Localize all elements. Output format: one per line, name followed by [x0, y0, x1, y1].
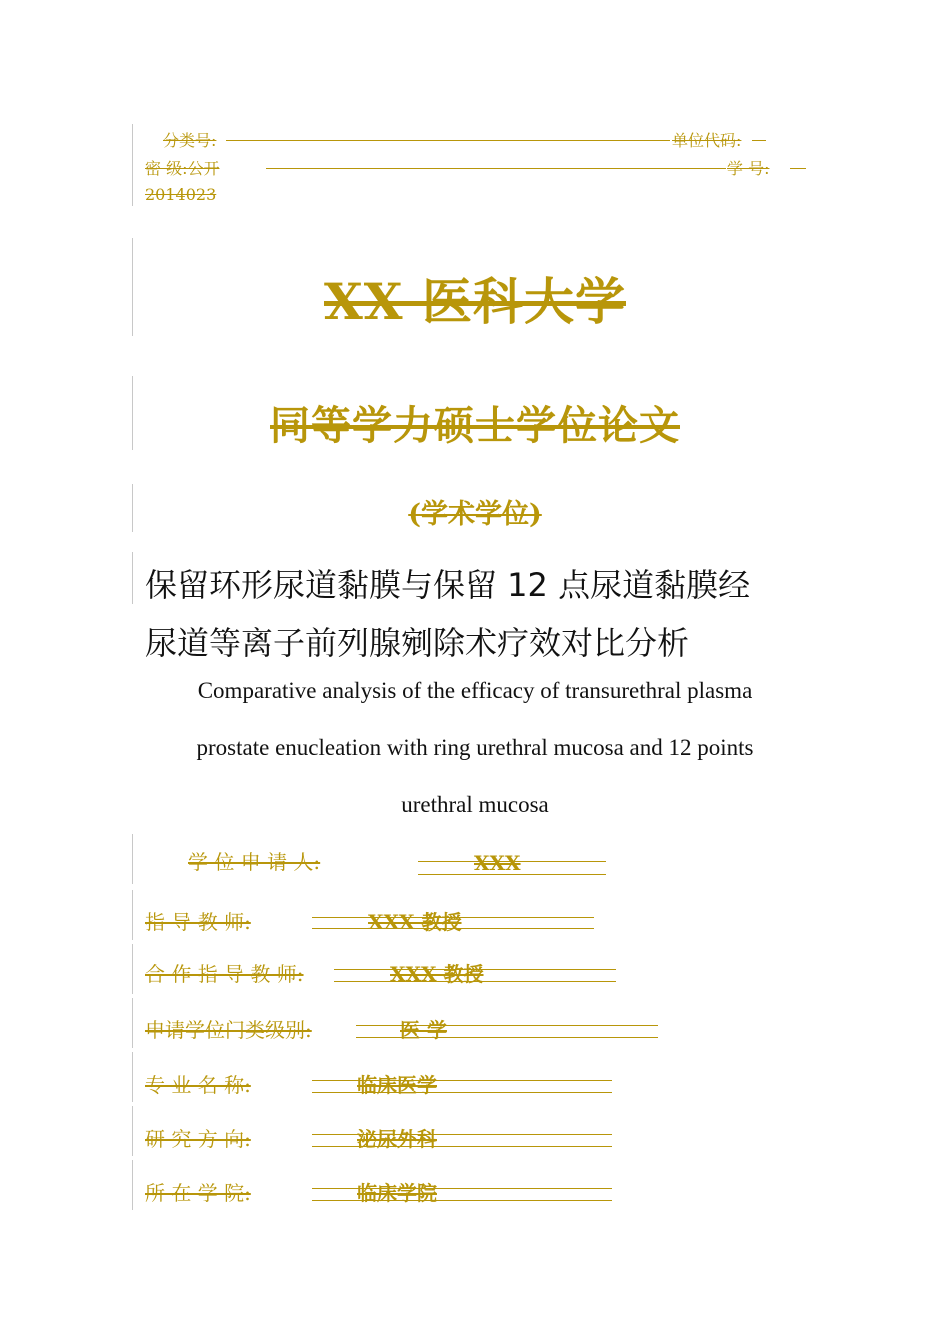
field-underline: [312, 1146, 612, 1147]
field-label-supervisor: 指 导 教 师:: [145, 910, 251, 934]
field-label-college: 所 在 学 院:: [145, 1181, 251, 1205]
english-title-line-2: prostate enucleation with ring urethral mucosa and 12 points: [196, 735, 754, 760]
secrecy-label: 密 级:公开: [145, 159, 220, 178]
field-underline: [312, 1092, 612, 1093]
classification-label: 分类号:: [163, 131, 217, 150]
margin-bar: [132, 944, 133, 994]
field-underline: [356, 1037, 658, 1038]
field-label-major: 专 业 名 称:: [145, 1073, 251, 1097]
field-label-degree-category: 申请学位门类级别:: [145, 1018, 312, 1042]
field-underline: [312, 1134, 612, 1135]
student-id-value: 2014023: [145, 185, 217, 204]
field-value-degree-category: 医 学: [400, 1018, 447, 1042]
margin-bar: [132, 1106, 133, 1156]
margin-bar: [132, 552, 133, 604]
margin-bar: [132, 834, 133, 884]
field-underline: [418, 874, 606, 875]
field-value-co-supervisor: XXX 教授: [390, 962, 484, 986]
field-label-co-supervisor: 合 作 指 导 教 师:: [145, 962, 304, 986]
chinese-title-line-2: 尿道等离子前列腺剜除术疗效对比分析: [145, 624, 690, 662]
field-value-supervisor: XXX 教授: [368, 910, 462, 934]
field-underline: [312, 917, 594, 918]
margin-bar: [132, 124, 133, 206]
unit-code-underline: [752, 140, 766, 141]
field-underline: [356, 1025, 658, 1026]
student-id-underline: [790, 168, 806, 169]
thesis-type: 同等学力硕士学位论文: [270, 402, 680, 449]
margin-bar: [132, 1160, 133, 1210]
margin-bar: [132, 1052, 133, 1102]
field-value-research-direction: 泌尿外科: [357, 1127, 437, 1151]
field-underline: [312, 928, 594, 929]
field-underline: [334, 969, 616, 970]
classification-underline: [226, 140, 670, 141]
university-name: XX 医科大学: [324, 272, 626, 331]
student-id-label: 学 号:: [727, 159, 770, 178]
field-underline: [312, 1188, 612, 1189]
field-value-applicant: XXX: [474, 851, 521, 875]
margin-bar: [132, 998, 133, 1048]
field-underline: [418, 861, 606, 862]
chinese-title-line-1: 保留环形尿道黏膜与保留 12 点尿道黏膜经: [145, 566, 751, 604]
field-label-applicant: 学 位 申 请 人:: [188, 850, 321, 874]
field-value-college: 临床学院: [357, 1181, 437, 1205]
field-value-major: 临床医学: [357, 1073, 437, 1097]
unit-code-label: 单位代码:: [672, 131, 742, 150]
degree-type: (学术学位): [408, 499, 542, 530]
field-label-research-direction: 研 究 方 向:: [145, 1127, 251, 1151]
margin-bar: [132, 890, 133, 940]
field-underline: [312, 1200, 612, 1201]
field-underline: [312, 1080, 612, 1081]
field-underline: [334, 981, 616, 982]
english-title-line-3: urethral mucosa: [401, 792, 549, 817]
secrecy-underline: [266, 168, 726, 169]
english-title-line-1: Comparative analysis of the efficacy of transurethral plasma: [197, 678, 753, 703]
